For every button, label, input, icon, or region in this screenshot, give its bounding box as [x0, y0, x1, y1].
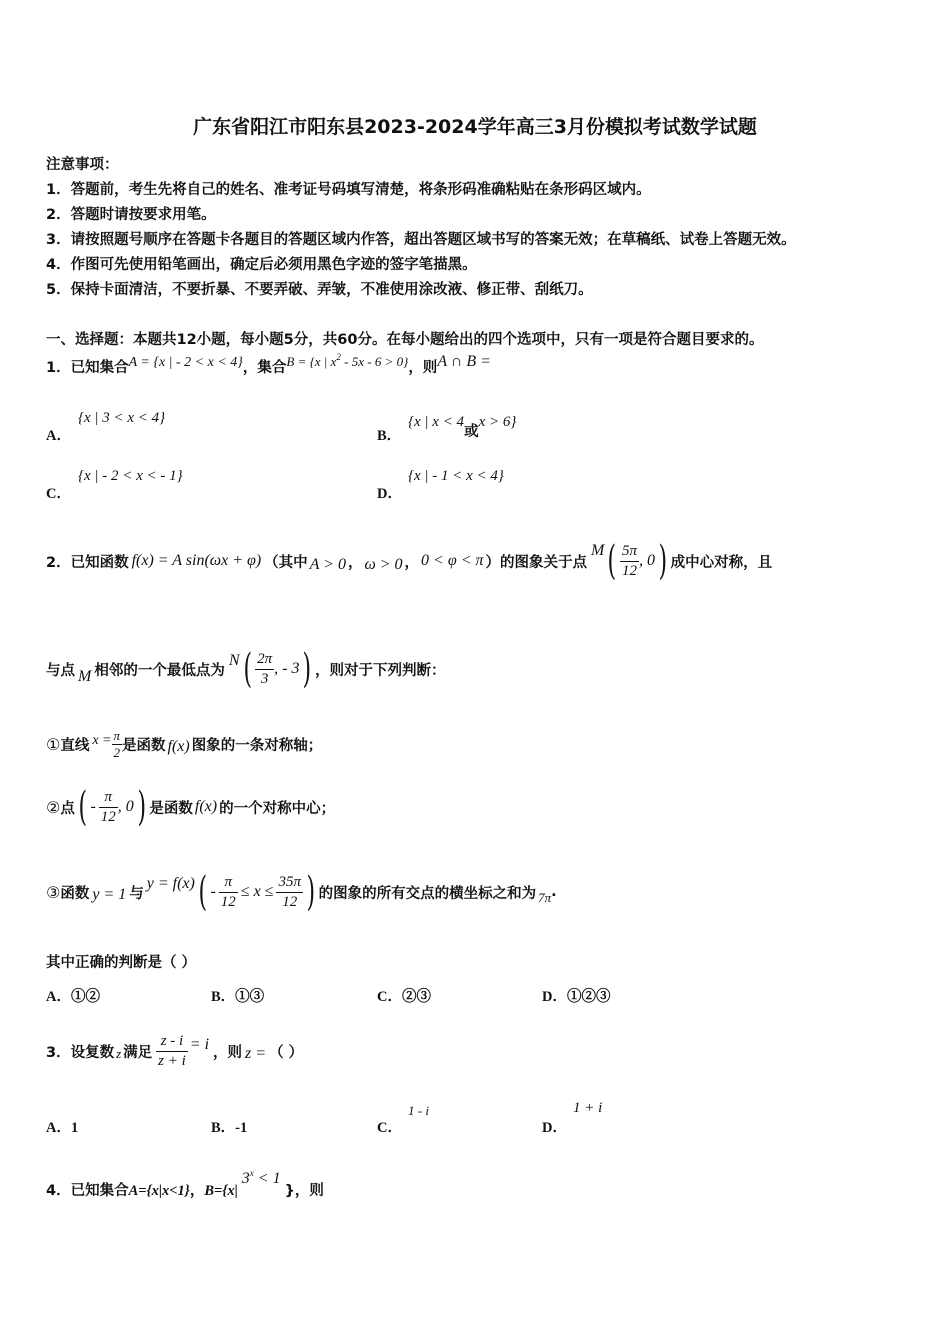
q2-n-fraction [255, 650, 274, 689]
q2-m-right-paren: ) [658, 538, 668, 584]
q3-option-a: A．1 [46, 1120, 79, 1136]
q2-s3-numerator-2: 35π [278, 873, 301, 890]
q2-cond-1: A > 0 [309, 556, 346, 573]
q2-s1-mark: ① [46, 734, 61, 754]
q1-option-b [408, 410, 517, 440]
q2-s3-y1: y = 1 [92, 886, 127, 903]
page-title: 广东省阳江市阳东县2023-2024学年高三3月份模拟考试数学试题 [193, 116, 757, 138]
q2-s3-mid: 与 [129, 885, 144, 902]
q4-comma: ， [189, 1183, 205, 1199]
section-heading: 一、选择题：本题共12小题，每小题5分，共60分。在每小题给出的四个选项中，只有一项是符合题目要求的。 [46, 332, 764, 348]
notice-item-4: 4．作图可先使用铅笔画出，确定后必须用黑色字迹的签字笔描黑。 [46, 257, 477, 273]
q1-set-a: A = {x | - 2 < x < 4} [128, 355, 243, 370]
q2-s3-value: 7π [538, 890, 552, 905]
q2-line2-m: M [78, 668, 92, 685]
q2-s3-fraction-2 [276, 873, 303, 912]
q2-m-numerator: 5π [621, 542, 637, 559]
q1-option-b-or: 或 [464, 424, 479, 440]
q3-z: z [116, 1046, 122, 1061]
q2-line2-prefix: 与点 [46, 662, 75, 679]
q1-prefix: 1．已知集合 [46, 360, 129, 376]
q2-m-left-paren: ( [607, 538, 617, 584]
q2-s1-pre: 直线 [60, 737, 90, 754]
q2-s1-f: f(x) [167, 738, 190, 755]
q2-s1-denominator: 2 [112, 744, 123, 761]
q2-s2-denominator: 12 [100, 808, 116, 825]
q3-end-pre: ，则 [213, 1044, 243, 1061]
q1-set-b-pre: B = {x | x [286, 354, 337, 369]
q2-s3-end: 的图象的所有交点的横坐标之和为 [318, 885, 537, 902]
q4-ineq: < 1 [257, 1170, 281, 1187]
q1-option-a-label: A． [46, 428, 71, 444]
q1-option-b-label: B． [377, 428, 402, 444]
q2-cond-open: （其中 [264, 554, 308, 571]
q2-m-tail: , 0 [638, 552, 655, 569]
notice-item-1: 1．答题前，考生先将自己的姓名、准考证号码填写清楚，将条形码准确粘贴在条形码区域内。 [46, 182, 651, 198]
q2-function: f(x) = A sin(ωx + φ) [131, 552, 262, 569]
q2-s1-numerator: π [113, 727, 121, 743]
q2-option-a: A．①② [46, 989, 100, 1005]
q2-s3-f: y = f(x) [146, 875, 195, 892]
q2-cond-close: ）的图象关于点 [485, 554, 588, 571]
q2-s3-left-paren: ( [198, 869, 207, 915]
q2-s2-numerator: π [104, 788, 113, 805]
q2-n-numerator: 2π [257, 650, 273, 667]
q2-s3-denominator-1: 12 [220, 893, 236, 910]
q2-s1-fraction [112, 728, 123, 761]
q2-option-b: B．①③ [211, 989, 265, 1005]
q1-option-b-post: x > 6} [478, 414, 517, 430]
q2-s2-right-paren: ) [137, 784, 146, 830]
q1-option-d: {x | - 1 < x < 4} [408, 468, 504, 484]
notice-item-3: 3．请按照题号顺序在答题卡各题目的答题区域内作答，超出答题区域书写的答案无效；在草稿纸、试卷上答题无效。 [46, 232, 796, 248]
question-2-line-1 [46, 532, 772, 590]
notice-heading: 注意事项： [46, 157, 119, 173]
q2-n-left-paren: ( [243, 646, 252, 692]
notice-item-2: 2．答题时请按要求用笔。 [46, 207, 216, 223]
q1-set-b-sup: 2 [336, 352, 341, 362]
q2-statement-1 [46, 722, 322, 766]
q3-option-b: B．-1 [211, 1120, 248, 1136]
q1-option-b-pre: {x | x < 4 [408, 414, 465, 430]
q2-point-m: M [591, 542, 605, 559]
q2-n-denominator: 3 [255, 669, 274, 689]
q1-option-c: {x | - 2 < x < - 1} [78, 468, 183, 484]
q3-option-d: 1 + i [573, 1100, 603, 1116]
q2-m-fraction [620, 542, 639, 581]
question-4 [46, 1160, 324, 1200]
q3-option-d-label: D． [542, 1120, 567, 1136]
question-3 [46, 1018, 303, 1084]
q2-m-denominator: 12 [620, 561, 639, 581]
q2-statement-3 [46, 864, 557, 920]
q2-s1-mid: 是函数 [122, 737, 166, 754]
question-2-line-2 [46, 640, 446, 698]
q2-line2-mid: 相邻的一个最低点为 [94, 662, 225, 679]
q2-n-right-paren: ) [302, 646, 312, 692]
q4-end: }，则 [284, 1183, 324, 1199]
q4-set-b-pre: B={x| [204, 1183, 238, 1199]
q2-s2-left-paren: ( [78, 784, 87, 830]
q2-s3-dot: . [551, 884, 557, 900]
q4-set-a: A={x|x<1} [128, 1183, 190, 1199]
q2-comma-2: ， [404, 554, 420, 571]
q2-statement-2 [46, 782, 335, 832]
q2-end-1: 成中心对称，且 [670, 554, 773, 571]
q2-s3-fraction-1 [219, 873, 238, 912]
q1-expression: A ∩ B = [437, 353, 491, 370]
notice-item-5: 5．保持卡面清洁，不要折暴、不要弄破、弄皱，不准使用涂改液、修正带、刮纸刀。 [46, 282, 593, 298]
q1-option-a: {x | 3 < x < 4} [78, 410, 166, 426]
q3-mid: 满足 [123, 1044, 153, 1061]
question-1 [46, 352, 491, 377]
q2-cond-2: ω > 0 [364, 556, 403, 573]
q3-denominator: z + i [158, 1052, 186, 1069]
q3-numerator: z - i [160, 1032, 184, 1049]
q2-s2-tail: , 0 [117, 798, 134, 815]
q1-end: ，则 [408, 360, 438, 376]
q2-s3-right-paren: ) [306, 869, 316, 915]
q2-s2-fraction [99, 788, 118, 827]
q2-s2-f: f(x) [194, 798, 218, 815]
q1-mid: ，集合 [242, 360, 287, 376]
q2-n-tail: , - 3 [274, 660, 300, 677]
q2-s3-pre: 函数 [60, 885, 90, 902]
q2-question: 其中正确的判断是（ ） [46, 955, 197, 971]
q2-s2-minus: - [90, 798, 96, 815]
q2-s3-le: ≤ x ≤ [240, 883, 274, 900]
q4-base: 3 [241, 1170, 250, 1187]
q3-fraction [156, 1032, 188, 1071]
q3-end: （ ） [269, 1044, 304, 1061]
q2-s3-minus: - [210, 883, 216, 900]
q2-s3-numerator-1: π [224, 873, 233, 890]
q2-s2-mid: 是函数 [149, 800, 193, 817]
q3-prefix: 3．设复数 [46, 1044, 115, 1061]
q2-option-d: D．①②③ [542, 989, 611, 1005]
q3-option-c: 1 - i [408, 1103, 429, 1118]
q2-point-n: N [228, 652, 240, 669]
q2-s2-end: 的一个对称中心； [219, 800, 336, 817]
q2-comma-1: ， [347, 554, 363, 571]
q2-s3-mark: ③ [46, 882, 61, 902]
q3-z-equals: z = [245, 1045, 267, 1062]
q1-option-c-label: C． [46, 486, 71, 502]
q2-s1-x: x = [92, 733, 112, 748]
q2-option-c: C．②③ [377, 989, 431, 1005]
q2-s2-mark: ② [46, 797, 61, 817]
q2-line2-end: ，则对于下列判断： [315, 662, 446, 679]
q1-option-d-label: D． [377, 486, 402, 502]
q3-equals: = i [189, 1036, 210, 1053]
q2-s1-end: 图象的一条对称轴； [191, 737, 323, 754]
q4-sup: x [249, 1168, 254, 1178]
q2-s3-denominator-2: 12 [276, 892, 303, 912]
q2-cond-3: 0 < φ < π [421, 552, 484, 569]
q2-prefix: 2．已知函数 [46, 554, 129, 571]
q2-s2-pre: 点 [60, 800, 75, 817]
q3-option-c-label: C． [377, 1120, 402, 1136]
q4-prefix: 4．已知集合 [46, 1183, 129, 1199]
q1-set-b-post: - 5x - 6 > 0} [340, 354, 409, 369]
